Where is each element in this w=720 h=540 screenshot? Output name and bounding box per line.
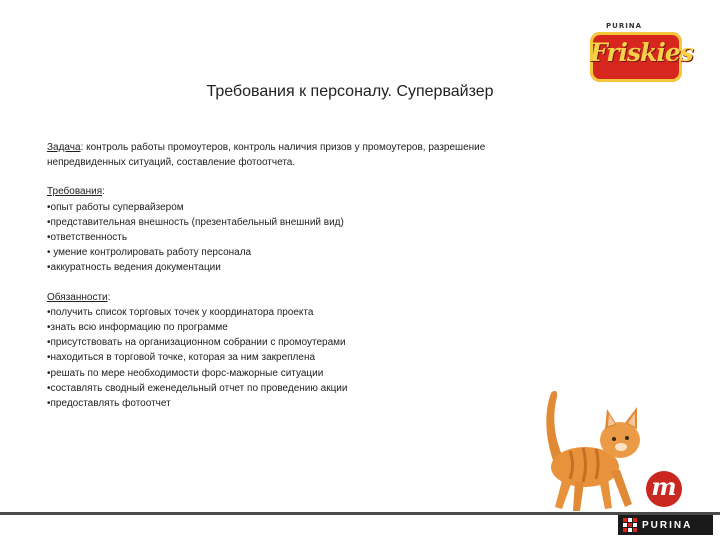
list-item: •находиться в торговой точке, которая за ним закреплена bbox=[47, 352, 316, 364]
list-item: •аккуратность ведения документации bbox=[47, 262, 221, 274]
duties-list bbox=[47, 305, 567, 411]
duties-colon: : bbox=[107, 291, 111, 303]
purina-footer-text: PURINA bbox=[642, 519, 693, 531]
list-item: •ответственность bbox=[47, 232, 128, 244]
footer-divider bbox=[0, 512, 720, 515]
requirements-list bbox=[47, 200, 567, 276]
task-paragraph bbox=[47, 140, 567, 170]
duties-heading bbox=[47, 290, 567, 305]
list-item: •составлять сводный еженедельный отчет по проведению акции bbox=[47, 382, 348, 394]
requirements-heading bbox=[47, 184, 567, 199]
duties-label: Обязанности bbox=[47, 291, 108, 303]
m-logo-icon: m bbox=[646, 471, 682, 507]
requirements-colon: : bbox=[102, 186, 105, 198]
list-item: •опыт работы супервайзером bbox=[47, 201, 184, 213]
list-item: •присутствовать на организационном собрании с промоутерами bbox=[47, 337, 346, 349]
requirements-section bbox=[47, 184, 567, 275]
checkerboard-icon bbox=[623, 518, 637, 532]
duties-section bbox=[47, 290, 567, 412]
content-body bbox=[47, 140, 567, 411]
list-item: •решать по мере необходимости форс-мажорные ситуации bbox=[47, 367, 324, 379]
task-label: Задача bbox=[47, 142, 81, 153]
purina-footer-logo bbox=[618, 515, 713, 535]
list-item: •предоставлять фотоотчет bbox=[47, 398, 171, 410]
kitten-image bbox=[515, 385, 665, 515]
list-item: •представительная внешность (презентабельный внешний вид) bbox=[47, 216, 344, 228]
task-text: : контроль работы промоутеров, контроль наличия призов у промоутеров, разрешение bbox=[80, 142, 486, 153]
requirements-label: Требования bbox=[47, 186, 103, 198]
list-item: •получить список торговых точек у координатора проекта bbox=[47, 306, 314, 318]
list-item: •знать всю информацию по программе bbox=[47, 322, 228, 334]
task-text-line2: непредвиденных ситуаций, составление фотоотчета. bbox=[47, 157, 296, 169]
list-item: • умение контролировать работу персонала bbox=[47, 247, 252, 259]
logo-word: Friskies bbox=[590, 38, 693, 67]
page-title: Требования к персоналу. Супервайзер bbox=[206, 83, 494, 100]
logo-purina-text: PURINA bbox=[606, 22, 643, 30]
friskies-logo bbox=[590, 22, 693, 84]
